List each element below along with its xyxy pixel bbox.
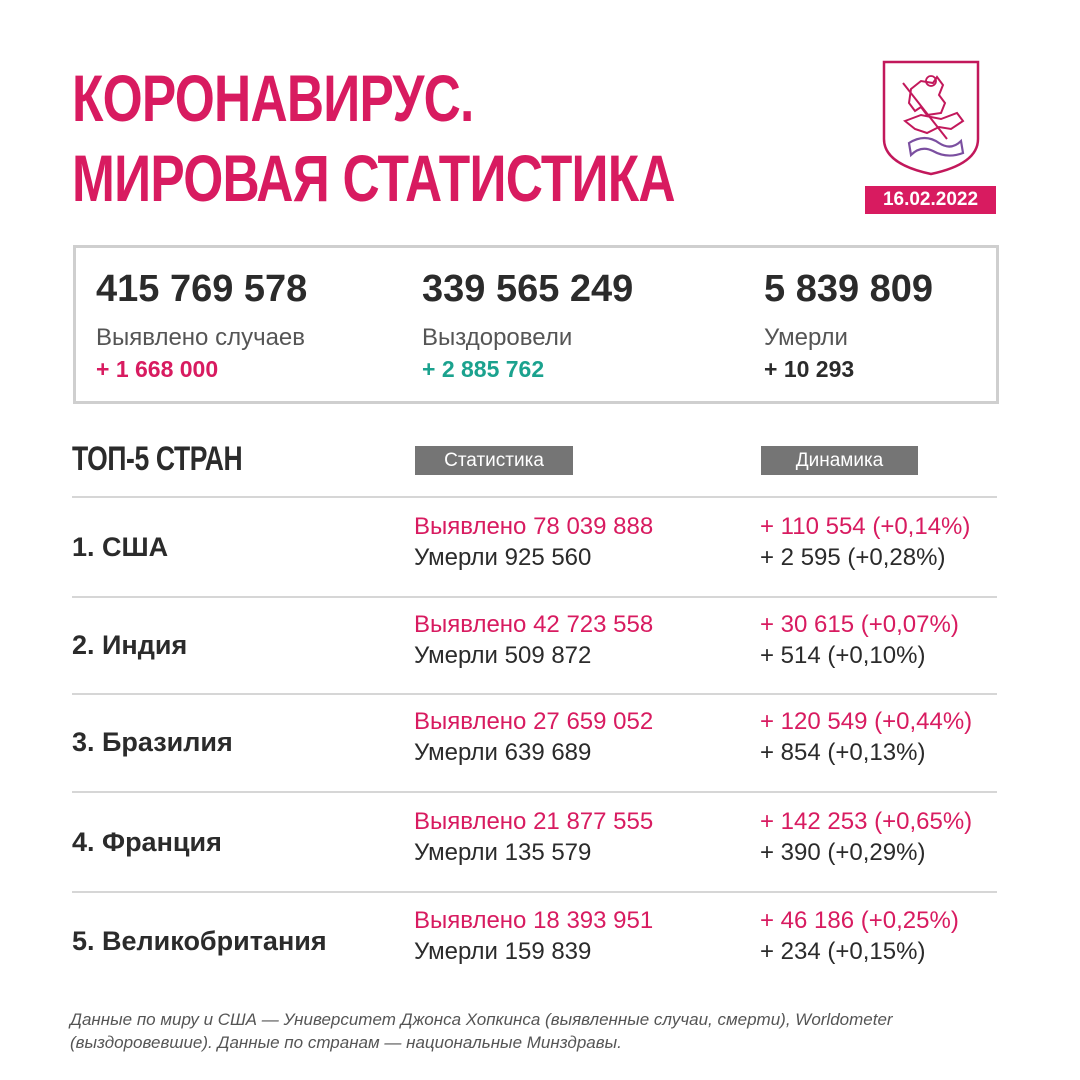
country-dynamics <box>760 806 972 868</box>
country-cases-delta: + 142 253 (+0,65%) <box>760 808 973 835</box>
country-name: 4. Франция <box>72 827 222 857</box>
country-cases: Выявлено 78 039 888 <box>414 513 654 540</box>
divider <box>72 496 997 498</box>
country-row <box>0 597 1080 694</box>
world-cases-value: 415 769 578 <box>96 268 308 310</box>
world-recovered-value: 339 565 249 <box>422 268 634 310</box>
top5-heading: ТОП-5 СТРАН <box>72 440 243 478</box>
world-deaths-block <box>764 266 933 384</box>
country-deaths: Умерли 159 839 <box>414 938 592 965</box>
date-badge: 16.02.2022 <box>865 186 996 214</box>
country-name: 2. Индия <box>72 630 188 660</box>
world-stats-panel <box>73 245 999 404</box>
country-cases: Выявлено 27 659 052 <box>414 708 654 735</box>
title-line-1: КОРОНАВИРУС. <box>72 61 474 135</box>
country-row <box>0 499 1080 596</box>
divider <box>72 791 997 793</box>
country-cases-delta: + 30 615 (+0,07%) <box>760 611 959 638</box>
world-recovered-delta: + 2 885 762 <box>422 356 545 382</box>
world-cases-block <box>96 266 307 384</box>
country-deaths-delta: + 854 (+0,13%) <box>760 739 926 766</box>
country-name: 5. Великобритания <box>72 926 327 956</box>
statistics-column-header: Статистика <box>415 446 573 475</box>
country-dynamics <box>760 609 959 671</box>
country-deaths: Умерли 639 689 <box>414 739 592 766</box>
country-name: 1. США <box>72 532 169 562</box>
country-deaths: Умерли 135 579 <box>414 839 592 866</box>
country-row <box>0 794 1080 891</box>
country-deaths-delta: + 390 (+0,29%) <box>760 839 926 866</box>
country-row <box>0 893 1080 990</box>
dynamics-column-header: Динамика <box>761 446 918 475</box>
page-title <box>72 58 675 218</box>
country-stats <box>414 806 653 868</box>
country-cases: Выявлено 42 723 558 <box>414 611 654 638</box>
world-cases-delta: + 1 668 000 <box>96 356 219 382</box>
country-dynamics <box>760 706 972 768</box>
country-cases-delta: + 46 186 (+0,25%) <box>760 907 959 934</box>
country-cases: Выявлено 18 393 951 <box>414 907 654 934</box>
country-deaths-delta: + 2 595 (+0,28%) <box>760 544 946 571</box>
source-footnote: Данные по миру и США — Университет Джонса Хопкинса (выявленные случаи, смерти), Worldometer (выздоровевшие). Данные по странам — национальные Минздравы. <box>70 1010 893 1052</box>
country-cases-delta: + 110 554 (+0,14%) <box>760 513 971 540</box>
world-deaths-value: 5 839 809 <box>764 268 934 310</box>
country-cases: Выявлено 21 877 555 <box>414 808 654 835</box>
country-deaths: Умерли 925 560 <box>414 544 592 571</box>
country-dynamics <box>760 905 959 967</box>
country-name: 3. Бразилия <box>72 727 233 757</box>
country-stats <box>414 511 653 573</box>
world-recovered-block <box>422 266 633 384</box>
world-recovered-label: Выздоровели <box>422 324 573 351</box>
country-deaths-delta: + 234 (+0,15%) <box>760 938 926 965</box>
world-cases-label: Выявлено случаев <box>96 324 306 351</box>
country-stats <box>414 905 653 967</box>
country-stats <box>414 706 653 768</box>
country-deaths: Умерли 509 872 <box>414 642 592 669</box>
moscow-coat-of-arms-icon <box>881 59 981 177</box>
country-dynamics <box>760 511 970 573</box>
world-deaths-label: Умерли <box>764 324 848 351</box>
country-cases-delta: + 120 549 (+0,44%) <box>760 708 973 735</box>
world-deaths-delta: + 10 293 <box>764 356 855 382</box>
title-line-2: МИРОВАЯ СТАТИСТИКА <box>72 141 675 215</box>
country-deaths-delta: + 514 (+0,10%) <box>760 642 926 669</box>
country-row <box>0 694 1080 791</box>
country-stats <box>414 609 653 671</box>
